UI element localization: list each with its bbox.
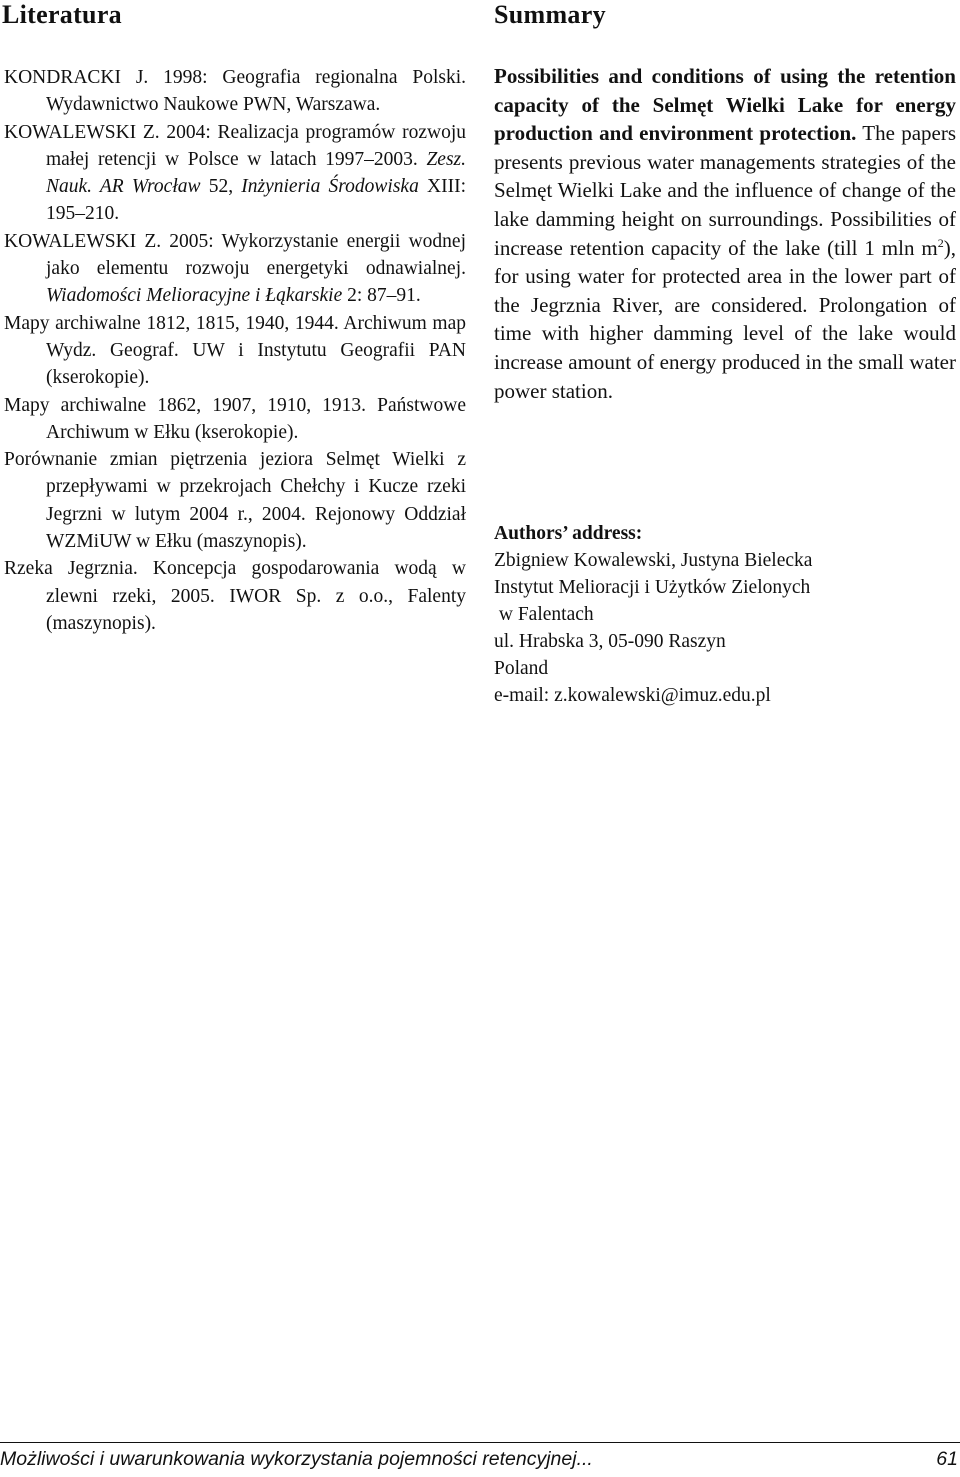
address-line: Poland [494,658,549,679]
reference-part: KONDRACKI J. 1998: Geografia regionalna Polski. Wydawnictwo Naukowe PWN, Warszawa. [4,67,466,116]
summary-superscript: 2 [937,235,944,250]
reference-part: 2: 87–91. [342,285,421,307]
page-number: 61 [936,1448,958,1470]
reference-part: XIII: 195–210. [46,176,467,225]
authors-address [494,520,956,709]
reference-item [4,310,466,392]
running-title: Możliwości i uwarunkowania wykorzystania pojemności retencyjnej... [0,1448,593,1470]
address-line: w Falentach [494,604,594,625]
reference-item [4,392,466,447]
reference-italic-part: Inżynieria Środowiska [241,176,419,198]
reference-part: Rzeka Jegrznia. Koncepcja gospodarowania wodą w zlewni rzeki, 2005. IWOR Sp. z o.o., Falenty (maszynopis). [4,558,466,634]
reference-item [4,228,466,310]
address-title: Authors’ address: [494,523,643,544]
reference-part: Mapy archiwalne 1862, 1907, 1910, 1913. Państwowe Archiwum w Ełku (kserokopie). [4,394,466,443]
reference-italic-part: Wiadomości Melioracyjne i Łąkarskie [46,285,343,307]
literature-heading: Literatura [2,0,122,29]
reference-item [4,119,466,228]
reference-part: 52, [200,176,242,198]
summary-body-2: ), for using water for protected area in the lower part of the Jegrznia River, are considered. Prolongation of time with higher damming level of the lake would increase amount of energy produced in the small water power station. [494,235,956,403]
address-line: Zbigniew Kowalewski, Justyna Bielecka [494,550,813,571]
reference-part: Mapy archiwalne 1812, 1815, 1940, 1944. Archiwum map Wydz. Geograf. UW i Instytutu Geografii PAN (kserokopie). [4,312,466,389]
reference-part: Porównanie zmian piętrzenia jeziora Selmęt Wielki z przepływami w przekrojach Chełchy i Kucze rzeki Jegrzni w lutym 2004 r., 2004. Rejonowy Oddział WZMiUW w Ełku (maszynopis). [4,449,466,553]
address-line: Instytut Melioracji i Użytków Zielonych [494,577,811,598]
summary-title: Possibilities and conditions of using the retention capacity of the Selmęt Wielki Lake for energy production and environment protection. [494,64,956,146]
reference-item [4,555,466,637]
reference-part: KOWALEWSKI Z. 2005: Wykorzystanie energii wodnej jako elementu rozwoju energetyki odnawialnej. [4,230,466,280]
address-email: e-mail: z.kowalewski@imuz.edu.pl [494,685,771,706]
address-line: ul. Hrabska 3, 05-090 Raszyn [494,631,726,652]
summary-heading: Summary [494,0,606,29]
reference-list [4,64,466,637]
reference-italic-part: Zesz. Nauk. AR Wrocław [46,148,466,198]
reference-part: KOWALEWSKI Z. 2004: Realizacja programów rozwoju małej retencji w Polsce w latach 1997–2003. [4,121,466,170]
page-footer [0,1442,960,1477]
summary-text [494,62,956,405]
reference-item [4,446,466,555]
summary-body-1: The papers presents previous water managements strategies of the Selmęt Wielki Lake and the influence of change of the lake damming height on surroundings. Possibilities of increase retention capacity of the lake (till 1 mln m [494,121,957,260]
reference-item [4,64,466,119]
